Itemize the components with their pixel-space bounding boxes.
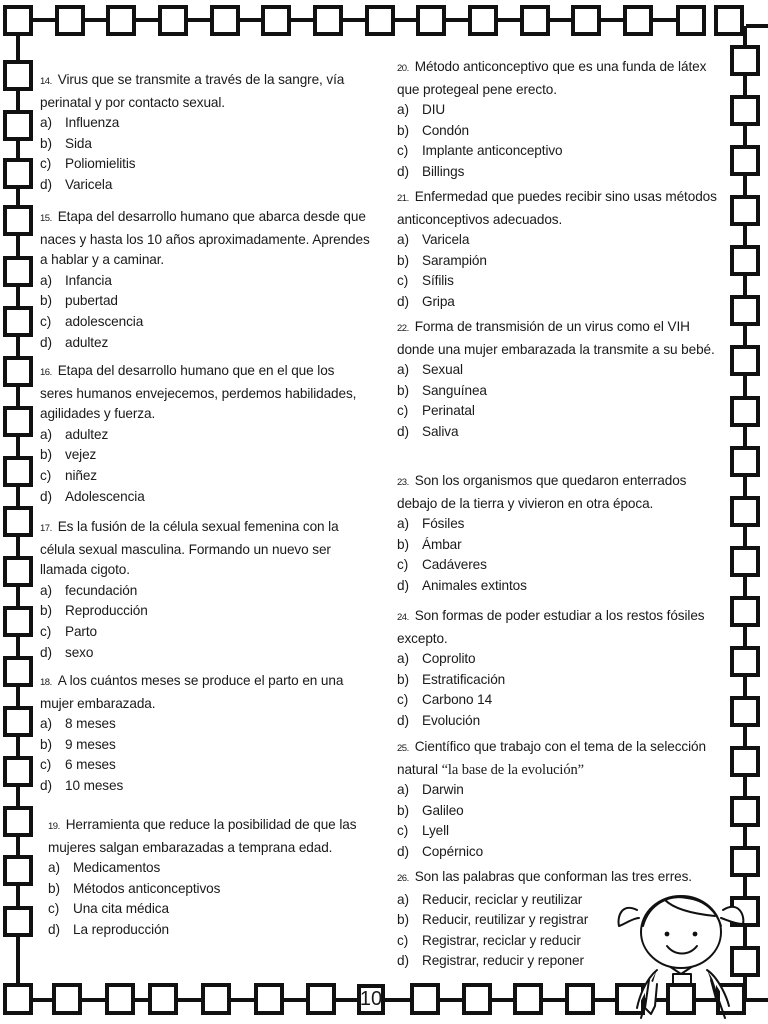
option-b[interactable] <box>397 670 727 691</box>
option-c[interactable] <box>40 466 370 487</box>
option-b[interactable] <box>397 121 727 142</box>
option-letter: d) <box>40 334 52 350</box>
chain-square <box>5 160 31 187</box>
chain-square <box>625 7 651 34</box>
chain-square <box>57 7 83 34</box>
option-text: adolescencia <box>65 313 144 329</box>
option-text: vejez <box>65 447 97 463</box>
question-stem <box>397 317 727 360</box>
option-text: Animales extintos <box>422 577 527 593</box>
option-text: Registrar, reducir y reponer <box>422 953 584 969</box>
chain-square <box>418 7 444 34</box>
option-text: sexo <box>65 644 94 660</box>
option-a[interactable] <box>397 230 727 251</box>
option-letter: b) <box>40 447 52 463</box>
question-text: Herramienta que reduce la posibilidad de que las mujeres salgan embarazadas a temprana edad. <box>48 817 357 855</box>
chain-square <box>732 97 758 124</box>
option-letter: a) <box>397 232 409 248</box>
option-text: Lyell <box>422 823 449 839</box>
option-text: Registrar, reciclar y reducir <box>422 932 581 948</box>
option-letter: b) <box>397 536 409 552</box>
option-text: Condón <box>422 122 470 138</box>
chain-square <box>732 347 758 374</box>
chain-square <box>5 358 31 385</box>
chain-square <box>5 458 31 485</box>
chain-square <box>5 308 31 335</box>
option-letter: a) <box>397 516 409 532</box>
chain-square <box>315 7 341 34</box>
option-text: Sarampión <box>422 252 487 268</box>
chain-square <box>412 985 438 1013</box>
question-14 <box>40 70 370 196</box>
question-stem <box>397 606 727 649</box>
option-letter: b) <box>397 671 409 687</box>
option-letter: d) <box>397 423 409 439</box>
option-letter: d) <box>397 577 409 593</box>
question-stem <box>40 671 370 714</box>
option-text: Gripa <box>422 293 455 309</box>
chain-square <box>5 7 31 34</box>
option-letter: a) <box>40 716 52 732</box>
chain-square <box>150 985 176 1013</box>
question-number: 21. <box>397 193 409 204</box>
option-letter: c) <box>40 313 52 329</box>
option-letter: d) <box>397 712 409 728</box>
option-text: 6 meses <box>65 757 116 773</box>
option-c[interactable] <box>397 141 727 162</box>
option-b[interactable] <box>40 291 370 312</box>
option-letter: c) <box>40 623 52 639</box>
option-text: Fósiles <box>422 516 465 532</box>
option-text: 10 meses <box>65 777 124 793</box>
option-letter: b) <box>40 603 52 619</box>
question-text: A los cuántos meses se produce el parto en una mujer embarazada. <box>40 673 344 711</box>
option-a[interactable] <box>40 714 370 735</box>
question-text: Son las palabras que conforman las tres erres. <box>414 869 692 884</box>
option-letter: d) <box>48 921 60 937</box>
option-letter: a) <box>397 891 409 907</box>
option-d[interactable] <box>397 576 727 597</box>
option-a[interactable] <box>397 100 727 121</box>
option-a[interactable] <box>397 514 727 535</box>
option-b[interactable] <box>397 251 727 272</box>
chain-square <box>256 985 282 1013</box>
chain-square <box>212 7 238 34</box>
option-c[interactable] <box>397 931 692 952</box>
option-c[interactable] <box>48 899 370 920</box>
chain-square <box>732 848 758 875</box>
question-number: 24. <box>397 612 409 623</box>
option-letter: b) <box>397 802 409 818</box>
chain-square <box>5 207 31 234</box>
option-text: Sanguínea <box>422 382 487 398</box>
option-letter: b) <box>397 912 409 928</box>
chain-square <box>732 648 758 675</box>
chain-square <box>5 758 31 785</box>
option-letter: b) <box>40 135 52 151</box>
option-b[interactable] <box>40 601 370 622</box>
question-text: Científico que trabajo con el tema de la selección natural <box>397 739 706 777</box>
chain-square <box>732 598 758 625</box>
question-18 <box>40 671 370 797</box>
chain-square <box>5 857 31 884</box>
option-text: Implante anticonceptivo <box>422 143 563 159</box>
chain-square <box>5 558 31 585</box>
chain-square <box>108 7 134 34</box>
option-text: Infancia <box>65 272 112 288</box>
question-number: 14. <box>40 76 52 87</box>
question-text: Virus que se transmite a través de la sangre, vía perinatal y por contacto sexual. <box>40 72 345 110</box>
option-text: Evolución <box>422 712 481 728</box>
option-c[interactable] <box>40 622 370 643</box>
option-letter: d) <box>397 953 409 969</box>
option-letter: d) <box>397 843 409 859</box>
chain-square <box>5 62 31 89</box>
option-letter: b) <box>397 252 409 268</box>
option-text: Ámbar <box>422 536 462 552</box>
chain-square <box>716 7 742 34</box>
option-letter: d) <box>40 176 52 192</box>
option-d[interactable] <box>397 422 727 443</box>
question-number: 17. <box>40 523 52 534</box>
option-letter: a) <box>397 651 409 667</box>
option-b[interactable] <box>397 801 727 822</box>
chain-square <box>732 297 758 324</box>
option-letter: c) <box>397 932 409 948</box>
option-letter: c) <box>397 823 409 839</box>
option-text: DIU <box>422 102 446 118</box>
option-text: 8 meses <box>65 716 116 732</box>
option-c[interactable] <box>397 555 727 576</box>
option-letter: c) <box>40 757 52 773</box>
option-text: Influenza <box>65 115 120 131</box>
chain-square <box>5 658 31 685</box>
question-number: 25. <box>397 743 409 754</box>
option-letter: c) <box>40 156 52 172</box>
option-c[interactable] <box>397 690 727 711</box>
option-d[interactable] <box>397 292 727 313</box>
option-text: adultez <box>65 334 109 350</box>
chain-square <box>107 985 133 1013</box>
chain-square <box>203 985 229 1013</box>
chain-square <box>732 798 758 825</box>
chain-square <box>515 985 541 1013</box>
option-letter: d) <box>40 777 52 793</box>
option-letter: b) <box>397 382 409 398</box>
option-b[interactable] <box>40 445 370 466</box>
chain-square <box>464 985 490 1013</box>
option-c[interactable] <box>397 271 727 292</box>
question-17 <box>40 517 370 663</box>
chain-square <box>263 7 289 34</box>
option-text: Una cita médica <box>73 901 169 917</box>
option-a[interactable] <box>397 890 692 911</box>
option-b[interactable] <box>397 535 727 556</box>
question-23 <box>397 471 727 597</box>
question-stem <box>40 517 370 581</box>
question-21 <box>397 187 727 313</box>
chain-square <box>732 548 758 575</box>
question-number: 19. <box>48 821 60 832</box>
option-text: Reducir, reciclar y reutilizar <box>422 891 583 907</box>
option-d[interactable] <box>397 162 727 183</box>
question-stem <box>40 361 370 425</box>
option-d[interactable] <box>397 842 727 863</box>
option-text: Darwin <box>422 782 464 798</box>
chain-square <box>678 7 704 34</box>
option-text: Varicela <box>422 232 470 248</box>
question-stem <box>48 815 370 858</box>
question-15 <box>40 207 370 353</box>
option-text: Saliva <box>422 423 459 439</box>
option-letter: c) <box>397 692 409 708</box>
option-a[interactable] <box>397 780 727 801</box>
option-text: Estratificación <box>422 671 506 687</box>
option-text: Reproducción <box>65 603 148 619</box>
question-text: Es la fusión de la célula sexual femenina con la célula sexual masculina. Formando un nuevo ser llamada cigoto. <box>40 519 339 578</box>
option-c[interactable] <box>397 821 727 842</box>
option-text: Perinatal <box>422 403 475 419</box>
question-20 <box>397 57 727 183</box>
question-text: Etapa del desarrollo humano que abarca desde que naces y hasta los 10 años aproximadamente. Aprendes a hablar y a caminar. <box>40 209 370 268</box>
chain-square <box>732 247 758 274</box>
question-stem <box>397 187 727 230</box>
option-a[interactable] <box>48 858 370 879</box>
option-text: La reproducción <box>73 921 169 937</box>
option-d[interactable] <box>40 776 370 797</box>
question-25 <box>397 737 727 863</box>
question-number: 18. <box>40 677 52 688</box>
option-letter: d) <box>397 293 409 309</box>
option-letter: b) <box>48 880 60 896</box>
option-text: Métodos anticonceptivos <box>73 880 221 896</box>
chain-square <box>470 7 496 34</box>
question-stem <box>397 737 727 780</box>
question-quote: “la base de la evolución” <box>441 761 584 778</box>
option-d[interactable] <box>40 175 370 196</box>
option-text: Poliomielitis <box>65 156 136 172</box>
chain-square <box>732 398 758 425</box>
option-letter: a) <box>40 582 52 598</box>
option-letter: c) <box>397 143 409 159</box>
option-d[interactable] <box>40 487 370 508</box>
option-letter: c) <box>397 557 409 573</box>
chain-square <box>367 7 393 34</box>
option-c[interactable] <box>40 154 370 175</box>
chain-square <box>732 448 758 475</box>
question-stem <box>40 70 370 113</box>
question-number: 26. <box>397 873 409 884</box>
option-text: Copérnico <box>422 843 484 859</box>
chain-square <box>160 7 186 34</box>
question-26 <box>397 867 692 972</box>
chain-square <box>732 147 758 174</box>
option-letter: a) <box>40 272 52 288</box>
option-text: Reducir, reutilizar y registrar <box>422 912 589 928</box>
chain-square <box>567 985 593 1013</box>
option-b[interactable] <box>48 879 370 900</box>
option-b[interactable] <box>397 381 727 402</box>
option-text: niñez <box>65 467 97 483</box>
option-a[interactable] <box>397 360 727 381</box>
chain-square <box>5 708 31 735</box>
chain-square <box>5 908 31 935</box>
chain-square <box>5 408 31 435</box>
option-d[interactable] <box>40 643 370 664</box>
chain-square <box>732 498 758 525</box>
option-text: Galileo <box>422 802 464 818</box>
option-letter: a) <box>48 860 60 876</box>
option-text: Sífilis <box>422 273 454 289</box>
option-d[interactable] <box>40 333 370 354</box>
question-stem <box>40 207 370 271</box>
question-text: Método anticonceptivo que es una funda de látex que protegeal pene erecto. <box>397 59 707 97</box>
question-stem <box>397 471 727 514</box>
option-text: Coprolito <box>422 651 476 667</box>
question-text: Forma de transmisión de un virus como el VIH donde una mujer embarazada la transmite a su bebé. <box>397 319 715 357</box>
question-number: 22. <box>397 323 409 334</box>
chain-square <box>573 7 599 34</box>
chain-square <box>5 808 31 835</box>
chain-square <box>5 508 31 535</box>
option-letter: b) <box>397 122 409 138</box>
option-c[interactable] <box>40 755 370 776</box>
option-a[interactable] <box>397 649 727 670</box>
option-b[interactable] <box>40 735 370 756</box>
question-text: Enfermedad que puedes recibir sino usas métodos anticonceptivos adecuados. <box>397 189 717 227</box>
question-number: 23. <box>397 477 409 488</box>
option-letter: a) <box>40 426 52 442</box>
option-a[interactable] <box>40 113 370 134</box>
option-a[interactable] <box>40 425 370 446</box>
chain-square <box>308 985 334 1013</box>
chain-square <box>5 985 31 1013</box>
option-text: Parto <box>65 623 97 639</box>
option-a[interactable] <box>40 271 370 292</box>
chain-square <box>732 47 758 74</box>
option-c[interactable] <box>40 312 370 333</box>
option-text: Cadáveres <box>422 557 487 573</box>
option-a[interactable] <box>40 581 370 602</box>
question-stem <box>397 57 727 100</box>
option-letter: d) <box>40 644 52 660</box>
option-letter: a) <box>397 102 409 118</box>
chain-square <box>732 698 758 725</box>
option-letter: b) <box>40 736 52 752</box>
option-letter: a) <box>40 115 52 131</box>
option-c[interactable] <box>397 401 727 422</box>
option-letter: c) <box>397 403 409 419</box>
option-d[interactable] <box>397 711 727 732</box>
chain-square <box>5 258 31 285</box>
option-text: Sexual <box>422 362 463 378</box>
question-text: Etapa del desarrollo humano que en el que los seres humanos envejecemos, perdemos habilidades, agilidades y fuerza. <box>40 363 357 422</box>
option-text: pubertad <box>65 293 118 309</box>
chain-square <box>5 608 31 635</box>
option-letter: d) <box>40 488 52 504</box>
option-letter: a) <box>397 782 409 798</box>
option-text: Varicela <box>65 176 113 192</box>
question-22 <box>397 317 727 443</box>
chain-square <box>522 7 548 34</box>
question-24 <box>397 606 727 732</box>
option-text: Sida <box>65 135 92 151</box>
option-letter: c) <box>40 467 52 483</box>
option-letter: c) <box>48 901 60 917</box>
option-d[interactable] <box>48 920 370 941</box>
question-16 <box>40 361 370 507</box>
option-letter: b) <box>40 293 52 309</box>
chain-square <box>732 197 758 224</box>
option-text: fecundación <box>65 582 138 598</box>
question-number: 15. <box>40 213 52 224</box>
option-d[interactable] <box>397 951 692 972</box>
option-letter: a) <box>397 362 409 378</box>
option-b[interactable] <box>40 134 370 155</box>
question-19 <box>48 815 370 941</box>
chain-square <box>732 748 758 775</box>
option-text: Adolescencia <box>65 488 145 504</box>
question-number: 20. <box>397 63 409 74</box>
page-number: 10 <box>359 988 383 1010</box>
chain-square <box>54 985 80 1013</box>
question-stem <box>397 867 692 890</box>
option-b[interactable] <box>397 910 692 931</box>
option-letter: d) <box>397 163 409 179</box>
option-text: Billings <box>422 163 465 179</box>
question-text: Son formas de poder estudiar a los restos fósiles excepto. <box>397 608 705 646</box>
question-text: Son los organismos que quedaron enterrados debajo de la tierra y vivieron en otra época. <box>397 473 687 511</box>
option-text: 9 meses <box>65 736 116 752</box>
option-text: adultez <box>65 426 109 442</box>
option-text: Medicamentos <box>73 860 161 876</box>
chain-square <box>5 112 31 139</box>
option-letter: c) <box>397 273 409 289</box>
question-number: 16. <box>40 367 52 378</box>
option-text: Carbono 14 <box>422 692 493 708</box>
